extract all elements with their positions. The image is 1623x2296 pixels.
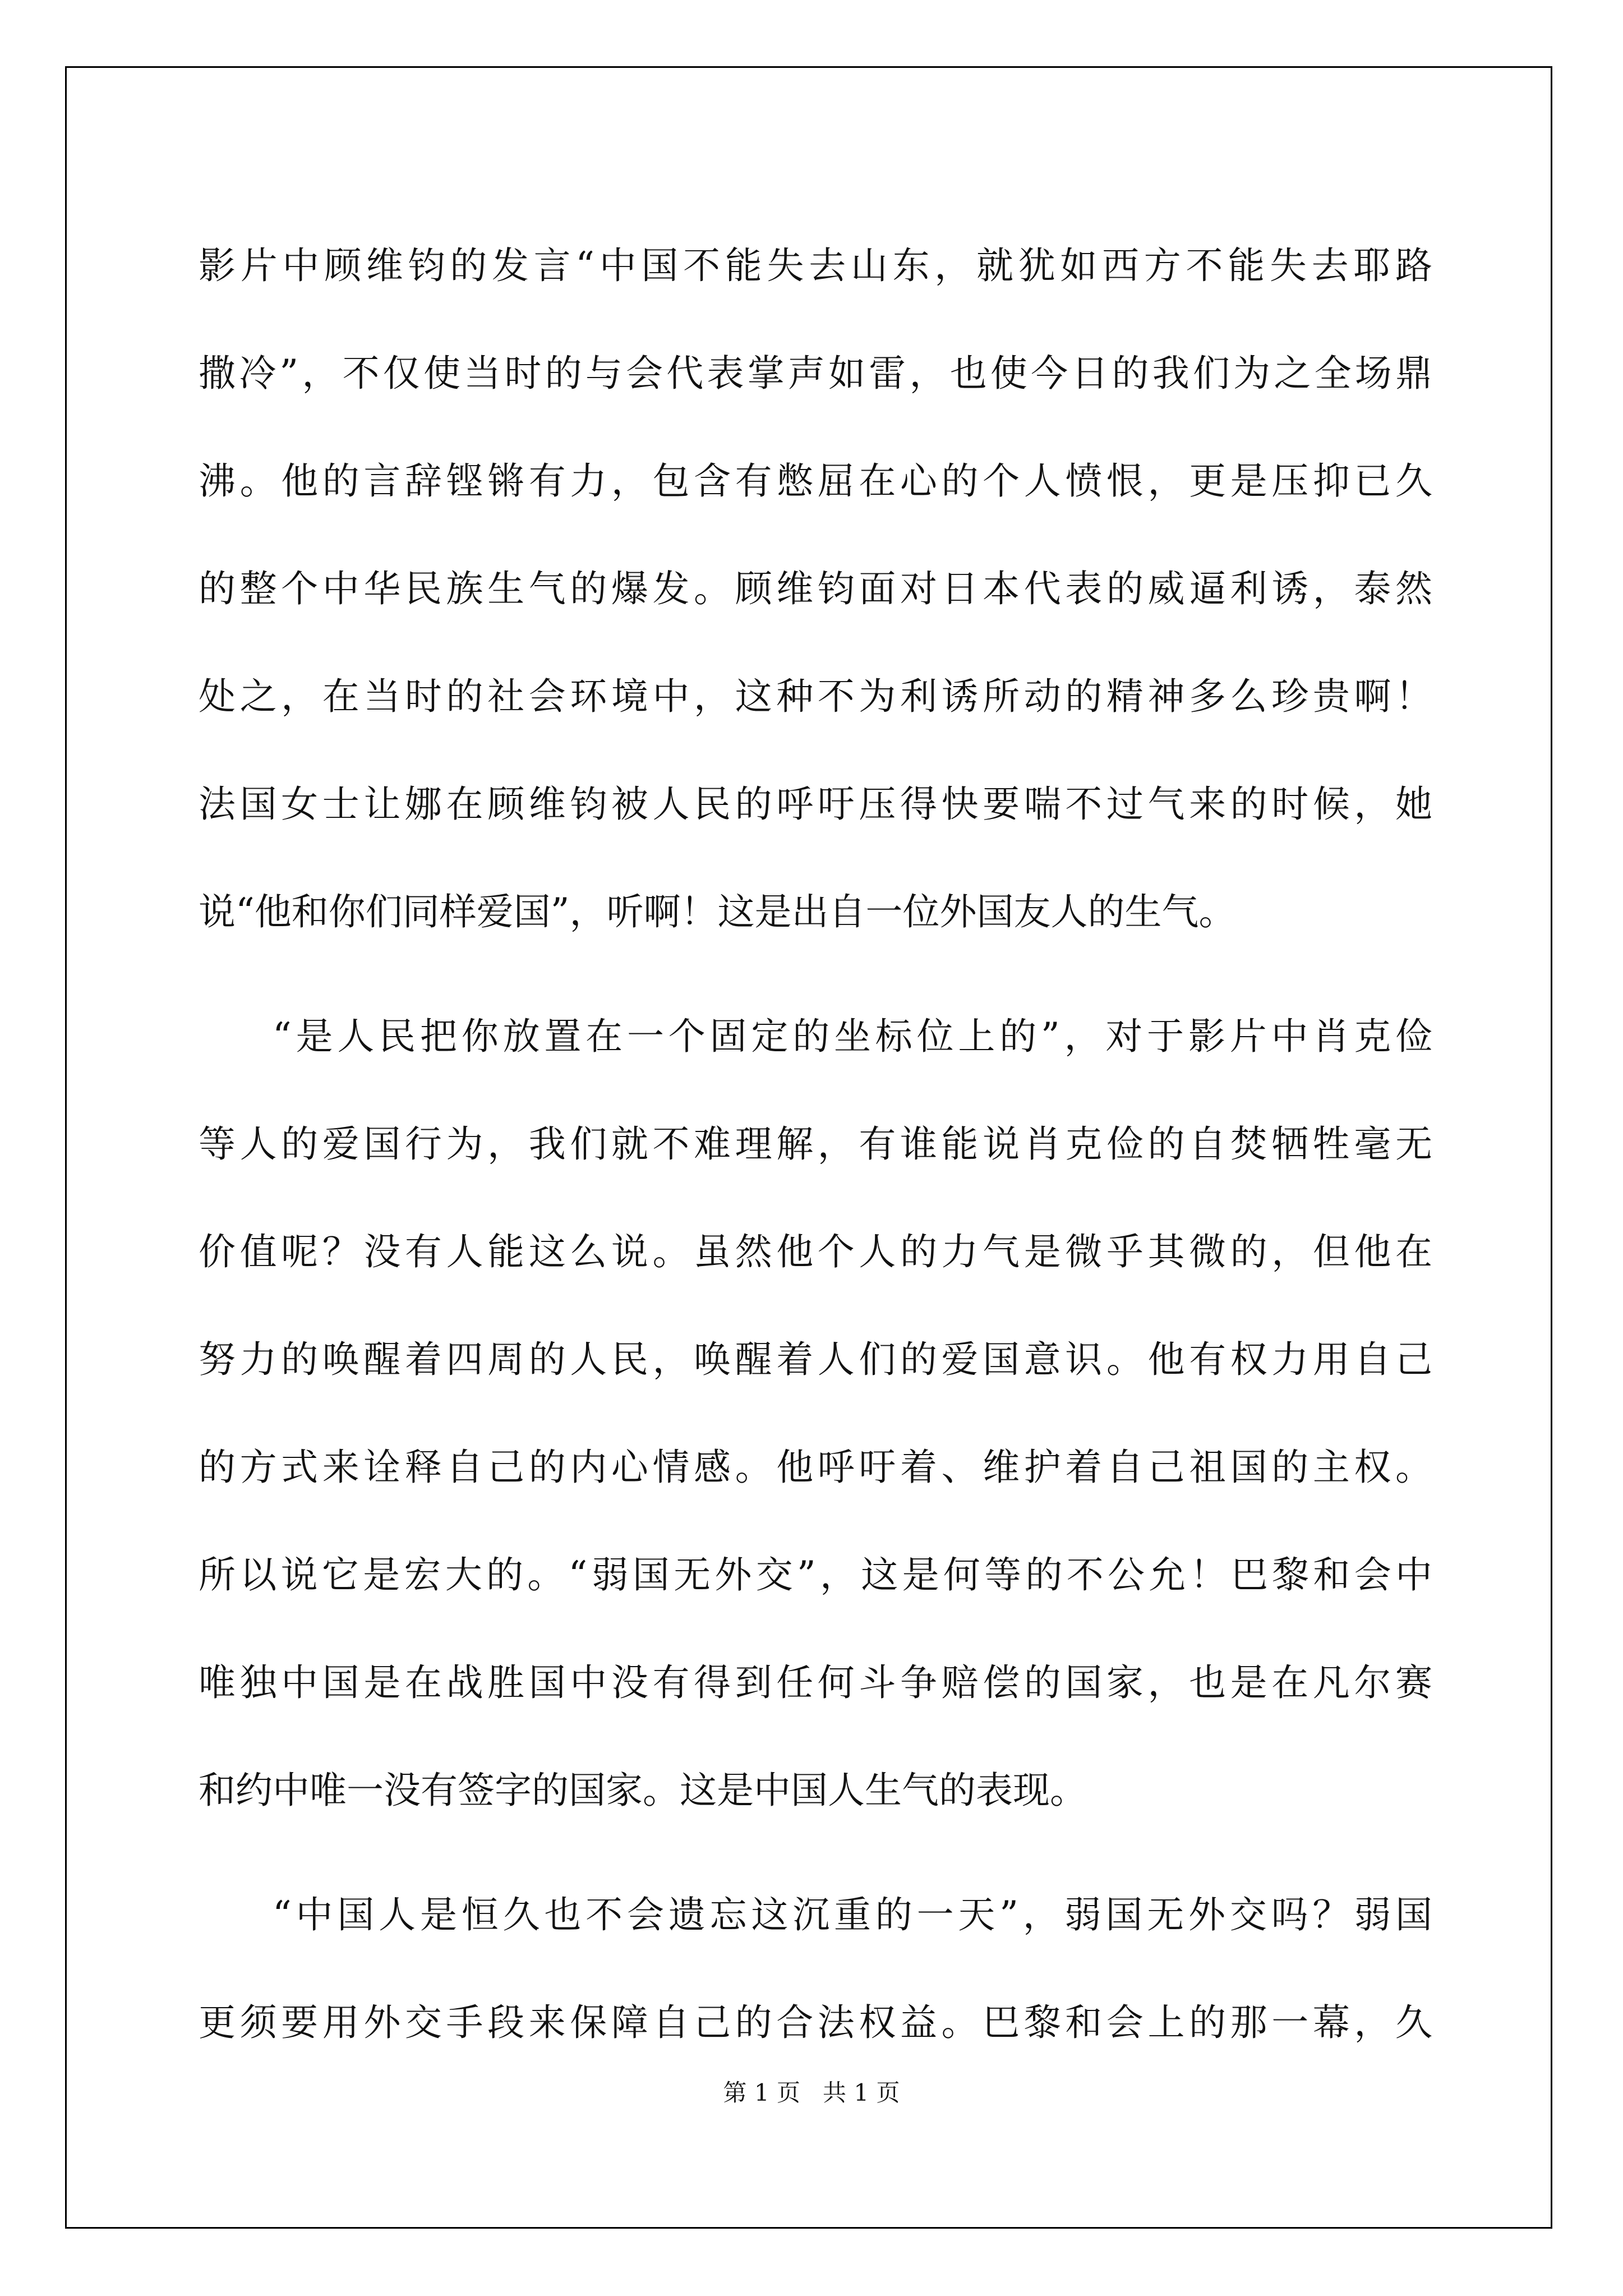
text-line: 法国女士让娜在顾维钧被人民的呼吁压得快要喘不过气来的时候，她 bbox=[199, 783, 1432, 826]
text-line: 处之，在当时的社会环境中，这种不为利诱所动的精神多么珍贵啊！ bbox=[199, 675, 1432, 718]
paragraph bbox=[199, 983, 1432, 1844]
text-line: 和约中唯一没有签字的国家。这是中国人生气的表现。 bbox=[199, 1769, 1087, 1812]
page-number: 第 1 页 共 1 页 bbox=[723, 2079, 900, 2106]
text-line: 所以说它是宏大的。“弱国无外交”，这是何等的不公允！巴黎和会中 bbox=[199, 1553, 1432, 1596]
text-line: 的整个中华民族生气的爆发。顾维钧面对日本代表的威逼利诱，泰然 bbox=[199, 567, 1432, 610]
text-line: 更须要用外交手段来保障自己的合法权益。巴黎和会上的那一幕，久 bbox=[199, 2001, 1432, 2044]
text-line: 沸。他的言辞铿锵有力，包含有憋屈在心的个人愤恨，更是压抑已久 bbox=[199, 459, 1432, 503]
text-line: 唯独中国是在战胜国中没有得到任何斗争赔偿的国家，也是在凡尔赛 bbox=[199, 1661, 1432, 1704]
text-line: 撒冷”，不仅使当时的与会代表掌声如雷，也使今日的我们为之全场鼎 bbox=[199, 352, 1432, 395]
text-line: “中国人是恒久也不会遗忘这沉重的一天”，弱国无外交吗？弱国 bbox=[273, 1893, 1432, 1936]
paragraph bbox=[199, 212, 1432, 966]
text-line: “是人民把你放置在一个固定的坐标位上的”，对于影片中肖克俭 bbox=[273, 1015, 1432, 1058]
paragraph bbox=[199, 1861, 1432, 2077]
text-line: 等人的爱国行为，我们就不难理解，有谁能说肖克俭的自焚牺牲毫无 bbox=[199, 1122, 1432, 1166]
document-body bbox=[199, 212, 1432, 2077]
text-line: 说“他和你们同样爱国”，听啊！这是出自一位外国友人的生气。 bbox=[199, 890, 1236, 933]
text-line: 努力的唤醒着四周的人民，唤醒着人们的爱国意识。他有权力用自己 bbox=[199, 1338, 1432, 1381]
text-line: 价值呢？没有人能这么说。虽然他个人的力气是微乎其微的，但他在 bbox=[199, 1230, 1432, 1273]
text-line: 的方式来诠释自己的内心情感。他呼吁着、维护着自己祖国的主权。 bbox=[199, 1446, 1432, 1489]
text-line: 影片中顾维钧的发言“中国不能失去山东，就犹如西方不能失去耶路 bbox=[199, 244, 1432, 287]
